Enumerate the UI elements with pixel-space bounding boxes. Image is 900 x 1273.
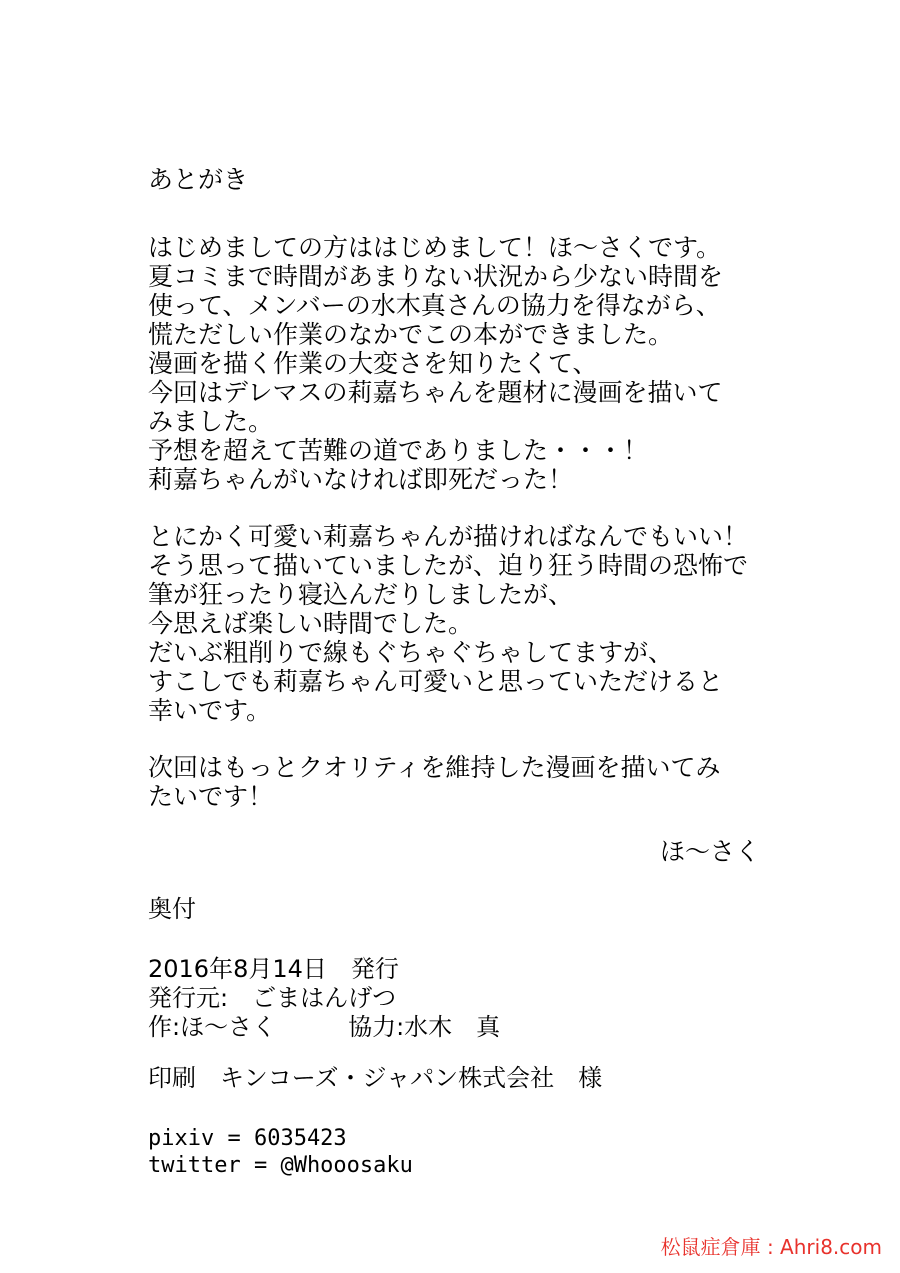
credits: 作:ほ～さく 協力:水木 真 (148, 1013, 501, 1041)
afterword-line: 夏コミまで時間があまりない状況から少ない時間を (148, 262, 724, 291)
colophon-title: 奥付 (148, 895, 196, 923)
afterword-line: 次回はもっとクオリティを維持した漫画を描いてみ (148, 753, 721, 782)
afterword-line: とにかく可愛い莉嘉ちゃんが描ければなんでもいい！ (148, 522, 749, 551)
author-signature: ほ～さく (659, 837, 760, 866)
afterword-line: 予想を超えて苦難の道でありました・・・！ (148, 436, 649, 465)
afterword-line: そう思って描いていましたが、迫り狂う時間の恐怖で (148, 551, 749, 580)
afterword-line: 使って、メンバーの水木真さんの協力を得ながら、 (148, 291, 721, 320)
afterword-line: 今回はデレマスの莉嘉ちゃんを題材に漫画を描いて (148, 378, 723, 407)
afterword-line: みました。 (148, 407, 274, 436)
afterword-line: 幸いです。 (148, 696, 272, 725)
afterword-line: だいぶ粗削りで線もぐちゃぐちゃしてますが、 (148, 638, 674, 667)
pixiv-id: pixiv = 6035423 (148, 1126, 347, 1151)
afterword-line: はじめましての方ははじめまして！ほ～さくです。 (148, 233, 722, 262)
afterword-line: 今思えば楽しい時間でした。 (148, 609, 474, 638)
afterword-line: すこしでも莉嘉ちゃん可愛いと思っていただけると (148, 667, 724, 696)
afterword-line: 筆が狂ったり寝込んだりしましたが、 (148, 580, 574, 609)
publish-date: 2016年8月14日 発行 (148, 955, 399, 983)
afterword-line: 莉嘉ちゃんがいなければ即死だった！ (148, 465, 574, 494)
afterword-line: 漫画を描く作業の大変さを知りたくて、 (148, 349, 598, 378)
afterword-line: 慌ただしい作業のなかでこの本ができました。 (148, 320, 674, 349)
publisher: 発行元: ごまはんげつ (148, 984, 397, 1012)
printer: 印刷 キンコーズ・ジャパン株式会社 様 (148, 1064, 603, 1092)
afterword-title: あとがき (148, 165, 249, 194)
twitter-handle: twitter = @Whooosaku (148, 1153, 413, 1178)
watermark: 松鼠症倉庫 : Ahri8.com (660, 1235, 882, 1259)
afterword-line: たいです！ (148, 782, 274, 811)
